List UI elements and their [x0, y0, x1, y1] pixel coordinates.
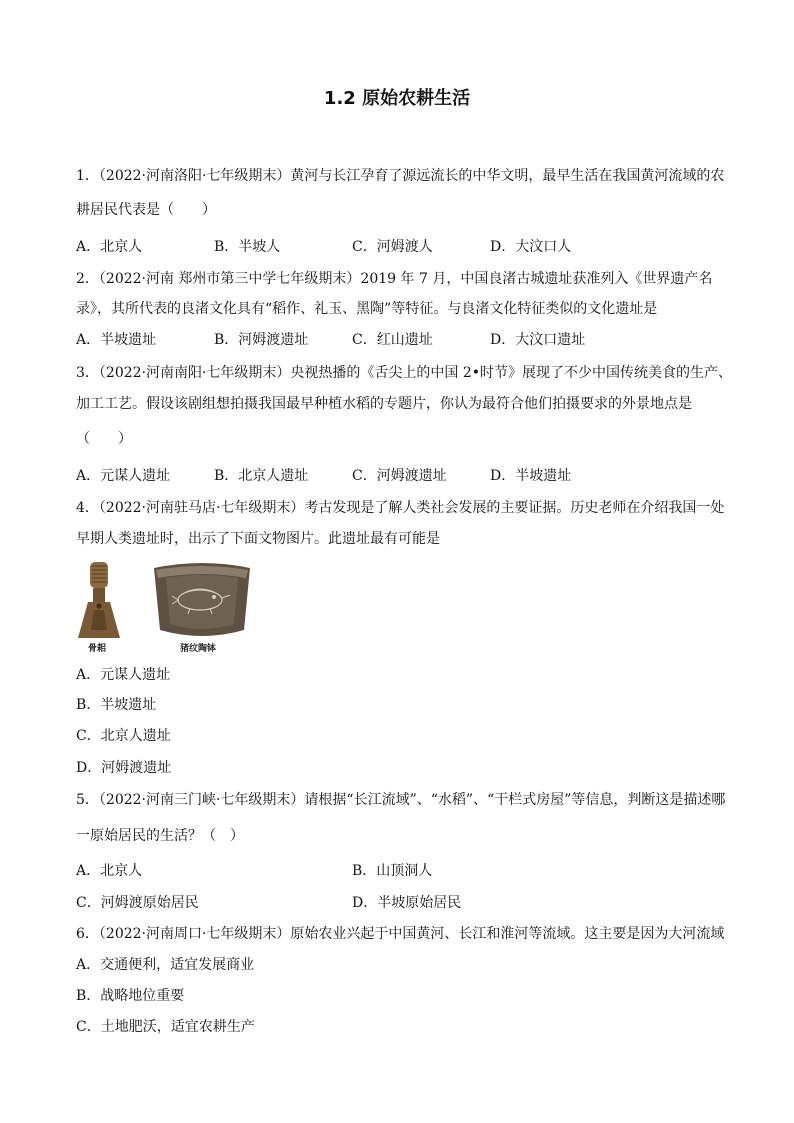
bone-spade-image: [78, 562, 120, 638]
question-4-option-d: D．河姆渡遗址: [76, 760, 172, 776]
question-4-option-b: B．半坡遗址: [76, 697, 157, 713]
artifact-figure: [74, 560, 254, 656]
question-5-option-c: C．河姆渡原始居民: [76, 895, 199, 911]
question-3-option-c: C．河姆渡遗址: [352, 468, 447, 484]
question-2-option-b: B．河姆渡遗址: [214, 332, 309, 348]
question-1-line-1: 1．（2022·河南洛阳·七年级期末）黄河与长江孕育了源远流长的中华文明，最早生活在我国黄河流域的农: [76, 168, 725, 184]
question-5-option-b: B．山顶洞人: [352, 863, 433, 879]
question-2-line-2: 录》，其所代表的良渚文化具有“稻作、礼玉、黑陶”等特征。与良渚文化特征类似的文化遗址是: [76, 301, 658, 317]
question-2-option-c: C．红山遗址: [352, 332, 433, 348]
question-6-option-a: A．交通便利，适宜发展商业: [76, 957, 255, 973]
figure-caption-bone-spade: 骨耜: [88, 644, 107, 654]
question-4-line-2: 早期人类遗址时，出示了下面文物图片。此遗址最有可能是: [76, 531, 440, 547]
question-3-option-d: D．半坡遗址: [490, 468, 572, 484]
question-3-line-1: 3．（2022·河南南阳·七年级期末）央视热播的《舌尖上的中国 2•时节》展现了不少中国传统美食的生产、: [76, 365, 733, 381]
page-title: 1.2 原始农耕生活: [323, 88, 471, 109]
question-3-line-2: 加工工艺。假设该剧组想拍摄我国最早种植水稻的专题片，你认为最符合他们拍摄要求的外景地点是: [76, 396, 692, 412]
figure-caption-pottery-bowl: 猪纹陶钵: [180, 644, 217, 654]
question-2-option-a: A．半坡遗址: [76, 332, 157, 348]
question-5-line-1: 5．（2022·河南三门峡·七年级期末）请根据“长江流域”、“水稻”、“干栏式房屋”等信息，判断这是描述哪: [76, 792, 726, 808]
question-4-option-a: A．元谋人遗址: [76, 667, 171, 683]
question-6-line-1: 6．（2022·河南周口·七年级期末）原始农业兴起于中国黄河、长江和淮河等流域。这主要是因为大河流域: [76, 926, 725, 942]
question-2-option-d: D．大汶口遗址: [490, 332, 586, 348]
question-3-option-a: A．元谋人遗址: [76, 468, 171, 484]
question-4-option-c: C．北京人遗址: [76, 728, 171, 744]
question-1-line-2: 耕居民代表是（ ）: [76, 202, 216, 218]
question-5-line-2: 一原始居民的生活？（ ）: [76, 828, 244, 844]
question-1-option-a: A．北京人: [76, 239, 143, 255]
question-6-option-c: C．土地肥沃，适宜农耕生产: [76, 1019, 255, 1035]
pig-pattern-bowl-image: [154, 563, 250, 636]
question-2-line-1: 2．（2022·河南 郑州市第三中学七年级期末）2019 年 7 月，中国良渚古城遗址获准列入《世界遗产名: [76, 271, 713, 287]
question-6-option-b: B．战略地位重要: [76, 988, 185, 1004]
question-1-option-b: B．半坡人: [214, 239, 281, 255]
question-5-option-a: A．北京人: [76, 863, 143, 879]
question-3-option-b: B．北京人遗址: [214, 468, 309, 484]
question-1-option-c: C．河姆渡人: [352, 239, 433, 255]
question-1-option-d: D．大汶口人: [490, 239, 572, 255]
question-3-line-3: （ ）: [76, 431, 132, 447]
question-4-line-1: 4．（2022·河南驻马店·七年级期末）考古发现是了解人类社会发展的主要证据。历史老师在介绍我国一处: [76, 500, 725, 516]
question-5-option-d: D．半坡原始居民: [352, 895, 462, 911]
